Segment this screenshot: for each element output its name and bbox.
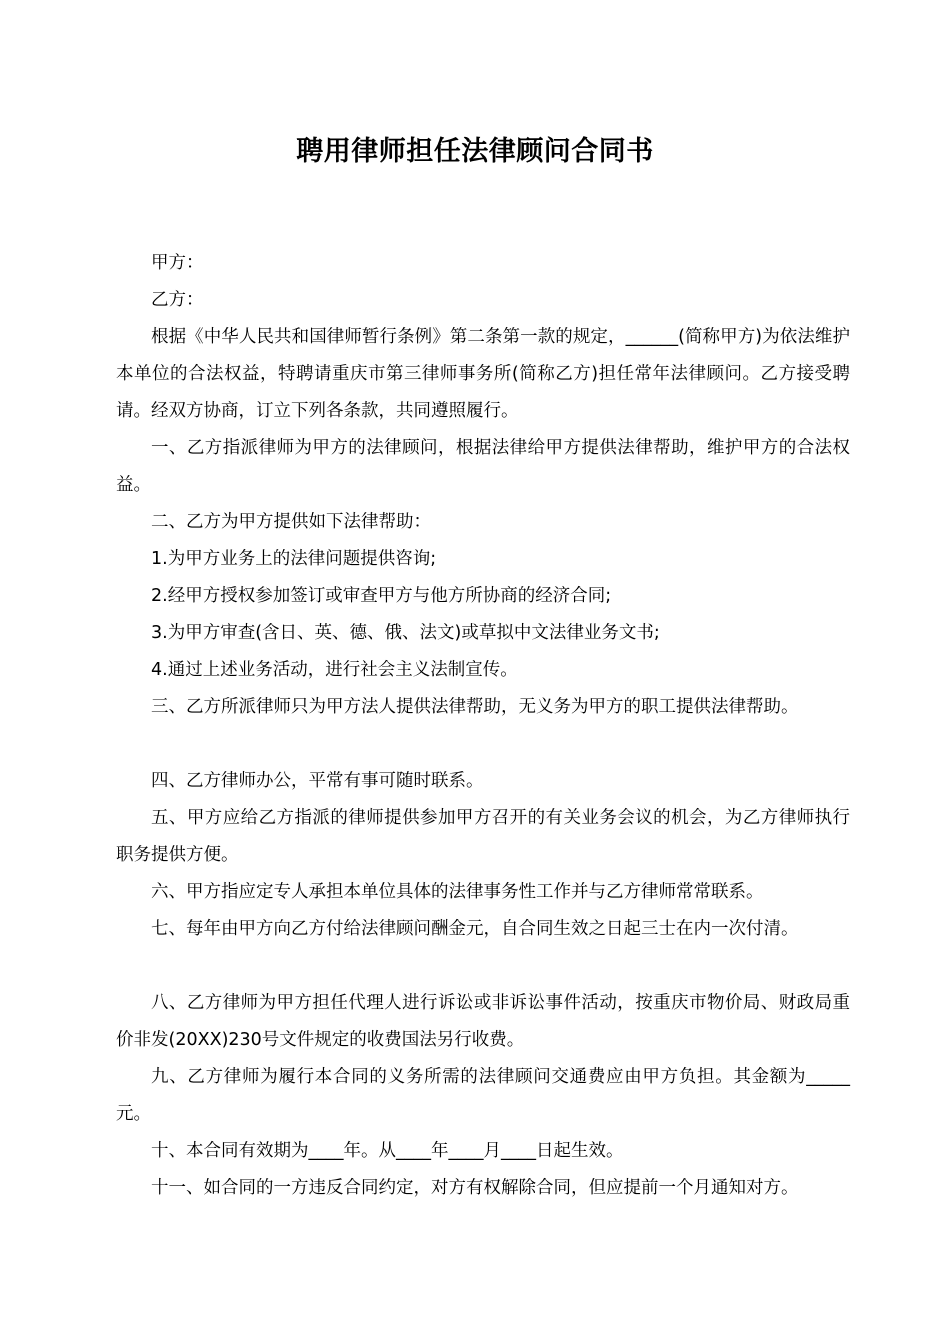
clause-2-item-1: 1.为甲方业务上的法律问题提供咨询; bbox=[151, 549, 437, 569]
clause-6: 六、甲方指应定专人承担本单位具体的法律事务性工作并与乙方律师常常联系。 bbox=[151, 882, 764, 902]
clause-2-item-2: 2.经甲方授权参加签订或审查甲方与他方所协商的经济合同; bbox=[151, 586, 612, 606]
clause-2-item-3: 3.为甲方审查(含日、英、德、俄、法文)或草拟中文法律业务文书; bbox=[151, 623, 660, 643]
clause-4: 四、乙方律师办公，平常有事可随时联系。 bbox=[151, 771, 484, 791]
clause-5: 五、甲方应给乙方指派的律师提供参加甲方召开的有关业务会议的机会，为乙方律师执行职务提供方便。 bbox=[116, 808, 850, 865]
preamble-paragraph: 根据《中华人民共和国律师暂行条例》第二条第一款的规定，______(简称甲方)为依法维护本单位的合法权益，特聘请重庆市第三律师事务所(简称乙方)担任常年法律顾问。乙方接受聘请。经双方协商，订立下列各条款，共同遵照履行。 bbox=[116, 327, 850, 421]
clause-3: 三、乙方所派律师只为甲方法人提供法律帮助，无义务为甲方的职工提供法律帮助。 bbox=[151, 697, 799, 717]
document-title: 聘用律师担任法律顾问合同书 bbox=[296, 136, 654, 167]
clause-2-item-4: 4.通过上述业务活动，进行社会主义法制宣传。 bbox=[151, 660, 518, 680]
party-a-line: 甲方： bbox=[151, 253, 204, 273]
document-body bbox=[116, 245, 850, 1207]
clause-7: 七、每年由甲方向乙方付给法律顾问酬金元，自合同生效之日起三士在内一次付清。 bbox=[151, 919, 799, 939]
clause-10: 十、本合同有效期为____年。从____年____月____日起生效。 bbox=[151, 1141, 624, 1161]
clause-9: 九、乙方律师为履行本合同的义务所需的法律顾问交通费应由甲方负担。其金额为_____元。 bbox=[116, 1067, 850, 1124]
clause-1: 一、乙方指派律师为甲方的法律顾问，根据法律给甲方提供法律帮助，维护甲方的合法权益。 bbox=[116, 438, 850, 495]
clause-11: 十一、如合同的一方违反合同约定，对方有权解除合同，但应提前一个月通知对方。 bbox=[151, 1178, 799, 1198]
clause-8: 八、乙方律师为甲方担任代理人进行诉讼或非诉讼事件活动，按重庆市物价局、财政局重价非发(20XX)230号文件规定的收费国法另行收费。 bbox=[116, 993, 850, 1050]
party-b-line: 乙方： bbox=[151, 290, 204, 310]
clause-2: 二、乙方为甲方提供如下法律帮助： bbox=[151, 512, 431, 532]
